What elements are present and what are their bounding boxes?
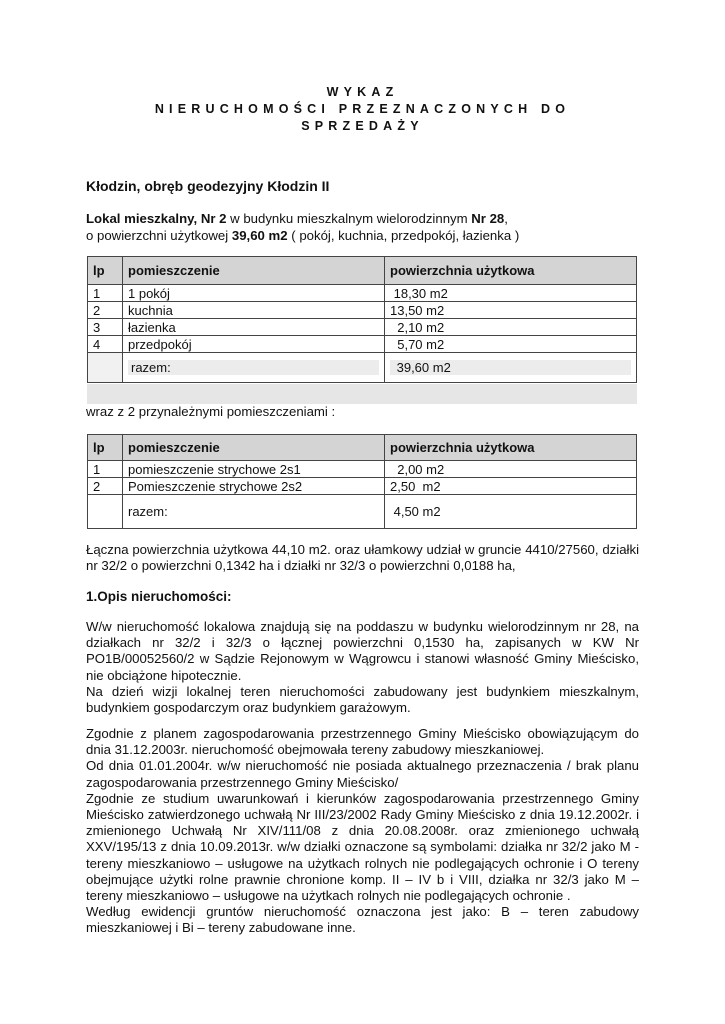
- header-room: pomieszczenie: [123, 435, 385, 461]
- cell-lp: 1: [88, 461, 123, 478]
- header-area: powierzchnia użytkowa: [385, 435, 637, 461]
- building-text: w budynku mieszkalnym wielorodzinnym: [226, 211, 472, 226]
- cell-room: Pomieszczenie strychowe 2s2: [123, 478, 385, 495]
- location-heading: Kłodzin, obręb geodezyjny Kłodzin II: [86, 178, 330, 194]
- zoning-paragraph: Zgodnie z planem zagospodarowania przestrzennego Gminy Mieścisko obowiązującym do dnia 31.12.2003r. nieruchomość obejmowała tereny zabudowy mieszkaniowej.: [86, 726, 639, 758]
- cell-room: 1 pokój: [123, 285, 385, 302]
- cell-lp: 2: [88, 478, 123, 495]
- header-area: powierzchnia użytkowa: [385, 257, 637, 285]
- cell-area: 5,70 m2: [385, 336, 637, 353]
- sum-label: razem:: [123, 495, 385, 529]
- cell-room: łazienka: [123, 319, 385, 336]
- table-row: [88, 336, 637, 353]
- title-line-3: SPRZEDAŻY: [301, 119, 424, 133]
- table-row: [88, 461, 637, 478]
- title-line-2: NIERUCHOMOŚCI PRZEZNACZONYCH DO: [154, 102, 571, 116]
- cell-lp: 3: [88, 319, 123, 336]
- title-line-1: WYKAZ: [326, 85, 399, 99]
- building-number: Nr 28: [471, 211, 505, 226]
- cell-room: przedpokój: [123, 336, 385, 353]
- area-value: 39,60 m2: [231, 228, 288, 243]
- sum-row: [88, 353, 637, 383]
- cell-lp: 2: [88, 302, 123, 319]
- cell-lp: 4: [88, 336, 123, 353]
- cell-room: kuchnia: [123, 302, 385, 319]
- area-prefix: o powierzchni użytkowej: [86, 228, 232, 243]
- rooms-table: [87, 256, 637, 383]
- header-lp: lp: [88, 257, 123, 285]
- description-paragraph: W/w nieruchomość lokalowa znajdują się na poddaszu w budynku wielorodzinnym nr 28, na działkach nr 32/2 i 32/3 o łącznej powierzchni 0,1530 ha, zapisanych w KW Nr PO1B/00052560/2 w Sądzie Rejonowym w Wągrowcu i stanowi własność Gminy Mieścisko, nie obciążone hipotecznie.: [86, 619, 639, 683]
- cell-area: 2,50 m2: [385, 478, 637, 495]
- cell-area: 13,50 m2: [385, 302, 637, 319]
- sum-label: razem:: [128, 360, 379, 375]
- unit-intro: [86, 210, 646, 244]
- zoning-paragraph: Zgodnie ze studium uwarunkowań i kierunków zagospodarowania przestrzennego Gminy Mieścisko zatwierdzonego uchwałą Nr III/23/2002 Rady Gminy Mieścisko z dnia 19.12.2002r. i zmienionego Uchwałą Nr XIV/111/08 z dnia 20.08.2008r. oraz zmienionego uchwałą XXV/195/13 z dnia 10.09.2013r. w/w działki oznaczone są symbolami: działka nr 32/2 jako M - tereny mieszkaniowo – usługowe na użytkach rolnych nie podlegających ochronie i O tereny obejmujące użytki rolne prawnie chronione komp. II – IV b i VIII, działka nr 32/3 jako M – tereny mieszkaniowo – usługowe na użytkach rolnych nie podlegających ochronie .: [86, 790, 639, 904]
- header-lp: lp: [88, 435, 123, 461]
- document-title: [0, 84, 725, 135]
- description-paragraph: Na dzień wizji lokalnej teren nieruchomości zabudowany jest budynkiem mieszkalnym, budynkiem gospodarczym oraz budynkiem garażowym.: [86, 683, 639, 716]
- rooms-list: ( pokój, kuchnia, przedpokój, łazienka ): [287, 228, 520, 243]
- table-row: [88, 285, 637, 302]
- intro-line-2: [86, 227, 646, 244]
- table-header-row: [88, 257, 637, 285]
- sum-lp-cell: [88, 353, 123, 383]
- cell-area: 18,30 m2: [385, 285, 637, 302]
- header-room: pomieszczenie: [123, 257, 385, 285]
- zoning-paragraph: Od dnia 01.01.2004r. w/w nieruchomość nie posiada aktualnego przeznaczenia / brak planu zagospodarowania przestrzennego Gminy Mieścisko/: [86, 758, 639, 790]
- comma: ,: [504, 211, 508, 226]
- table-row: [88, 319, 637, 336]
- sum-row: [88, 495, 637, 529]
- cell-area: 2,10 m2: [385, 319, 637, 336]
- intro-line-1: [86, 210, 646, 227]
- sum-lp-cell: [88, 495, 123, 529]
- total-area-paragraph: Łączna powierzchnia użytkowa 44,10 m2. oraz ułamkowy udział w gruncie 4410/27560, działki nr 32/2 o powierzchni 0,1342 ha i działki nr 32/3 o powierzchni 0,0188 ha,: [86, 542, 639, 574]
- cell-room: pomieszczenie strychowe 2s1: [123, 461, 385, 478]
- sum-value: 4,50 m2: [385, 495, 637, 529]
- zoning-block: [86, 726, 639, 937]
- cell-lp: 1: [88, 285, 123, 302]
- appurtenant-rooms-text: wraz z 2 przynależnymi pomieszczeniami :: [86, 404, 336, 419]
- table-row: [88, 478, 637, 495]
- sum-value-cell: [385, 353, 637, 383]
- sum-label-cell: [123, 353, 385, 383]
- cell-area: 2,00 m2: [385, 461, 637, 478]
- description-block: [86, 619, 639, 716]
- attic-rooms-table: [87, 434, 637, 529]
- unit-label: Lokal mieszkalny, Nr 2: [86, 211, 227, 226]
- table-shade-strip: [87, 384, 637, 404]
- table-row: [88, 302, 637, 319]
- table-header-row: [88, 435, 637, 461]
- sum-value: 39,60 m2: [390, 360, 631, 375]
- section-title-description: 1.Opis nieruchomości:: [86, 589, 232, 604]
- zoning-paragraph: Według ewidencji gruntów nieruchomość oznaczona jest jako: B – teren zabudowy mieszkaniowej i Bi – tereny zabudowane inne.: [86, 904, 639, 936]
